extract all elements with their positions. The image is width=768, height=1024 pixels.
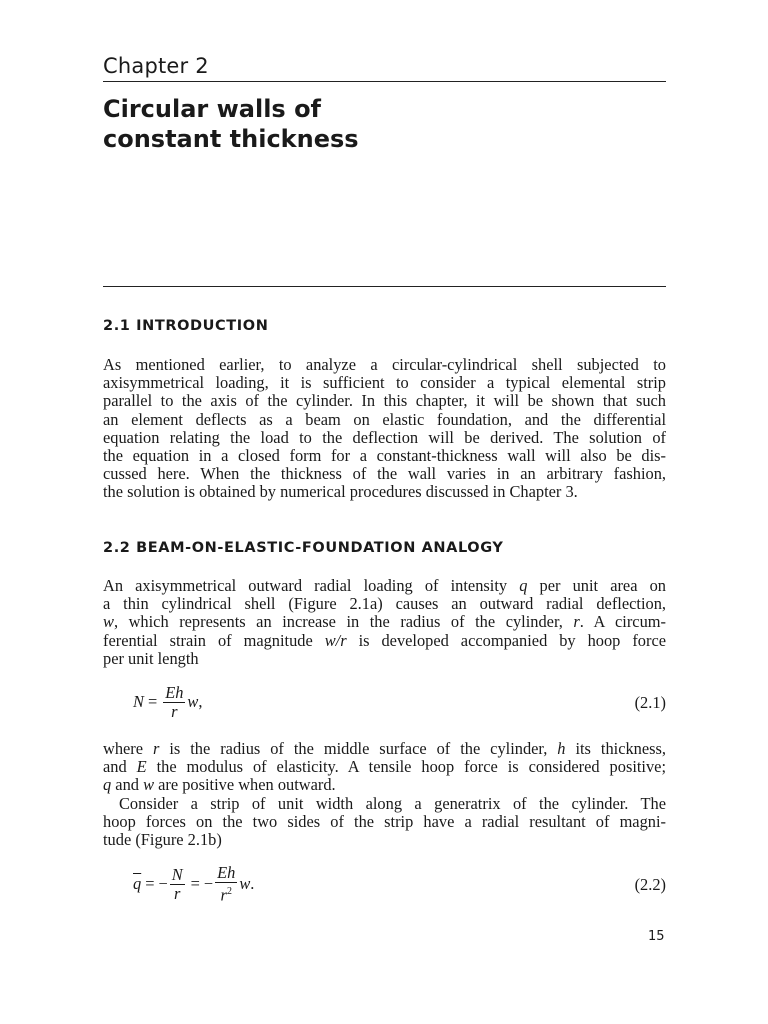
text-run: where bbox=[103, 739, 153, 758]
variable-w: w bbox=[143, 775, 155, 795]
text-line: the solution is obtained by numerical procedures discussed in Chapter 3. bbox=[103, 482, 578, 502]
section-heading-introduction: 2.1 INTRODUCTION bbox=[103, 318, 269, 334]
equation-number: (2.1) bbox=[634, 693, 666, 712]
text-line: cussed here. When the thickness of the wall varies in an arbitrary fashion, bbox=[103, 464, 666, 484]
text-run: . A circum- bbox=[579, 612, 666, 632]
text-run: are positive when outward. bbox=[154, 775, 336, 795]
equation-body bbox=[133, 680, 202, 724]
text-line: axisymmetrical loading, it is sufficient to consider a typical elemental strip bbox=[103, 373, 666, 393]
equation-body bbox=[133, 862, 254, 906]
text-line bbox=[103, 613, 666, 631]
variable-q: q bbox=[519, 576, 528, 595]
eq-equals: = bbox=[147, 692, 158, 711]
fraction-numerator: Eh bbox=[165, 682, 184, 702]
text-line: an element deflects as a beam on elastic foundation, and the differential bbox=[103, 409, 666, 429]
text-run: is developed accompanied by hoop force bbox=[346, 630, 666, 650]
eq-variable: w bbox=[187, 692, 199, 711]
variable-E: E bbox=[136, 757, 147, 777]
text-run: the modulus of elasticity. A tensile hoop force is considered positive; bbox=[146, 757, 667, 777]
eq-punctuation: . bbox=[250, 874, 255, 893]
text-run: and bbox=[111, 775, 144, 795]
variable-w: w bbox=[103, 612, 114, 632]
fraction-numerator: Eh bbox=[217, 862, 236, 882]
equation-2-2 bbox=[103, 862, 666, 906]
section-heading-beam-analogy: 2.2 BEAM-ON-ELASTIC-FOUNDATION ANALOGY bbox=[103, 540, 504, 556]
chapter-rule-bottom bbox=[103, 286, 666, 287]
text-run: and bbox=[103, 757, 137, 777]
text-line: the equation in a closed form for a constant-thickness wall will also be dis- bbox=[103, 446, 666, 466]
chapter-title-line-2: constant thickness bbox=[103, 125, 359, 153]
text-line: hoop forces on the two sides of the strip have a radial resultant of magni- bbox=[103, 812, 666, 832]
fraction-denominator bbox=[219, 883, 234, 904]
strip-paragraph bbox=[103, 795, 666, 850]
equation-2-1 bbox=[103, 680, 666, 724]
text-line bbox=[103, 758, 666, 776]
page-number: 15 bbox=[648, 929, 665, 944]
chapter-label: Chapter 2 bbox=[103, 54, 209, 78]
eq-lhs: $\overline{q}$ bbox=[133, 874, 142, 893]
eq-lhs: N bbox=[133, 692, 144, 711]
chapter-title bbox=[103, 94, 359, 154]
text-line: a thin cylindrical shell (Figure 2.1a) causes an outward radial deflection, bbox=[103, 594, 666, 614]
text-line: As mentioned earlier, to analyze a circular-cylindrical shell subjected to bbox=[103, 355, 666, 374]
text-line bbox=[103, 632, 666, 650]
chapter-title-line-1: Circular walls of bbox=[103, 95, 321, 123]
variable-r: r bbox=[573, 612, 580, 632]
eq-variable: w bbox=[239, 874, 251, 893]
text-run: An axisymmetrical outward radial loading of intensity bbox=[103, 576, 520, 595]
denominator-base: r bbox=[220, 885, 227, 905]
eq-equals: = bbox=[145, 874, 155, 893]
eq-minus: − bbox=[203, 874, 214, 893]
text-line: Consider a strip of unit width along a generatrix of the cylinder. The bbox=[119, 794, 666, 813]
text-line bbox=[103, 776, 666, 794]
text-line bbox=[103, 577, 666, 595]
text-line: tude (Figure 2.1b) bbox=[103, 830, 222, 850]
variable-q: q bbox=[103, 775, 112, 795]
chapter-rule-top bbox=[103, 81, 666, 82]
denominator-exponent: 2 bbox=[226, 885, 232, 897]
equation-number: (2.2) bbox=[634, 875, 666, 894]
eq-punctuation: , bbox=[198, 692, 203, 711]
text-run: its thickness, bbox=[565, 739, 666, 758]
modulus-paragraph bbox=[103, 740, 666, 795]
fraction-denominator: r bbox=[173, 883, 181, 903]
beam-analogy-paragraph bbox=[103, 577, 666, 668]
fraction-denominator: r bbox=[171, 701, 178, 721]
variable-h: h bbox=[557, 739, 566, 758]
text-line: equation relating the load to the deflection will be derived. The solution of bbox=[103, 427, 666, 447]
fraction bbox=[215, 864, 237, 904]
fraction bbox=[163, 684, 185, 721]
fraction-numerator: N bbox=[171, 864, 183, 884]
text-run: , which represents an increase in the radius of the cylinder, bbox=[113, 612, 574, 632]
text-line: parallel to the axis of the cylinder. In this chapter, it will be shown that such bbox=[103, 391, 666, 411]
text-run: per unit area on bbox=[527, 576, 666, 595]
eq-minus: − bbox=[158, 874, 168, 893]
text-line bbox=[103, 740, 666, 758]
text-run: ferential strain of magnitude bbox=[103, 630, 325, 650]
variable-w-over-r: w/r bbox=[324, 630, 347, 650]
fraction bbox=[170, 866, 185, 903]
introduction-paragraph bbox=[103, 356, 666, 502]
text-run: is the radius of the middle surface of the cylinder, bbox=[159, 739, 558, 758]
variable-r: r bbox=[153, 739, 160, 758]
text-line: per unit length bbox=[103, 648, 199, 668]
eq-equals: = bbox=[190, 874, 200, 893]
